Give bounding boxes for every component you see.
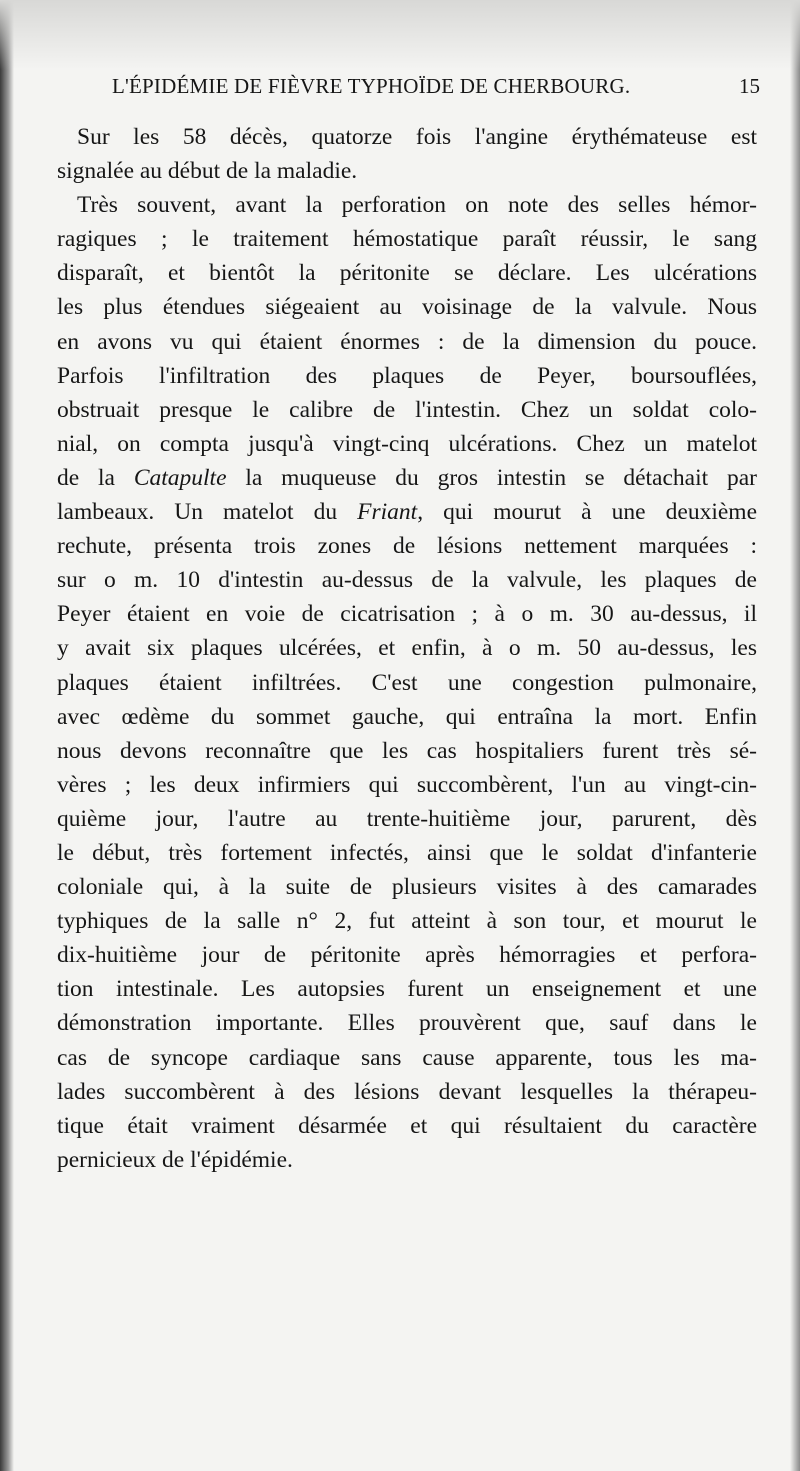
text-line: cas de syncope cardiaque sans cause apparente, tous les ma-: [57, 1044, 757, 1071]
ship-name: Catapulte: [133, 464, 227, 491]
text-line: tion intestinale. Les autopsies furent un enseignement et une: [57, 976, 757, 1003]
page-header: [112, 74, 760, 104]
page-number: 15: [739, 74, 760, 98]
text-line: en avons vu qui étaient énormes : de la dimension du pouce.: [57, 328, 757, 355]
page-edge-shadow-left: [0, 0, 14, 1471]
text-line: rechute, présenta trois zones de lésions nettement marquées :: [57, 533, 757, 560]
text-line: nous devons reconnaître que les cas hospitaliers furent très sé-: [57, 737, 757, 764]
text-line: signalée au début de la maladie.: [57, 158, 358, 185]
text-line: Très souvent, avant la perforation on note des selles hémor-: [77, 192, 757, 219]
text-line: coloniale qui, à la suite de plusieurs visites à des camarades: [57, 874, 757, 901]
text-line: quième jour, l'autre au trente-huitième jour, parurent, dès: [57, 805, 757, 832]
text-line: avec œdème du sommet gauche, qui entraîna la mort. Enfin: [57, 703, 757, 730]
text-line: typhiques de la salle n° 2, fut atteint à son tour, et mourut le: [57, 908, 757, 935]
text-line: Sur les 58 décès, quatorze fois l'angine érythémateuse est: [77, 124, 757, 150]
text-line: sur o m. 10 d'intestin au-dessus de la valvule, les plaques de: [57, 567, 757, 594]
text-line: Parfois l'infiltration des plaques de Peyer, boursouflées,: [57, 362, 757, 389]
text-line-friant: lambeaux. Un matelot du Friant, qui mourut à une deuxième: [57, 499, 757, 526]
text-line: obstruait presque le calibre de l'intestin. Chez un soldat colo-: [57, 396, 757, 423]
text-line: pernicieux de l'épidémie.: [57, 1146, 293, 1173]
text-line: démonstration importante. Elles prouvèrent que, sauf dans le: [57, 1010, 757, 1037]
text-line: y avait six plaques ulcérées, et enfin, à o m. 50 au-dessus, les: [57, 635, 757, 662]
text-line: disparaît, et bientôt la péritonite se déclare. Les ulcérations: [57, 260, 757, 287]
text-line: Peyer étaient en voie de cicatrisation ; à o m. 30 au-dessus, il: [57, 601, 757, 628]
page-edge-shadow-right: [790, 0, 800, 1471]
text-line: ragiques ; le traitement hémostatique paraît réussir, le sang: [57, 226, 757, 253]
body-text: [57, 120, 757, 1177]
ship-name: Friant: [357, 499, 418, 526]
running-title: L'ÉPIDÉMIE DE FIÈVRE TYPHOÏDE DE CHERBOURG.: [112, 74, 631, 98]
text-line: plaques étaient infiltrées. C'est une congestion pulmonaire,: [57, 669, 757, 696]
text-line: lades succombèrent à des lésions devant lesquelles la thérapeu-: [57, 1078, 757, 1105]
text-line: vères ; les deux infirmiers qui succombèrent, l'un au vingt-cin-: [57, 771, 757, 798]
text-line-catapulte: de la Catapulte la muqueuse du gros intestin se détachait par: [57, 464, 757, 491]
text-line: tique était vraiment désarmée et qui résultaient du caractère: [57, 1112, 757, 1139]
page-top-shading: [0, 0, 800, 70]
text-line: dix-huitième jour de péritonite après hémorragies et perfora-: [57, 942, 757, 969]
text-line: nial, on compta jusqu'à vingt-cinq ulcérations. Chez un matelot: [57, 430, 757, 457]
text-line: le début, très fortement infectés, ainsi que le soldat d'infanterie: [57, 839, 757, 866]
text-line: les plus étendues siégeaient au voisinage de la valvule. Nous: [57, 294, 757, 321]
